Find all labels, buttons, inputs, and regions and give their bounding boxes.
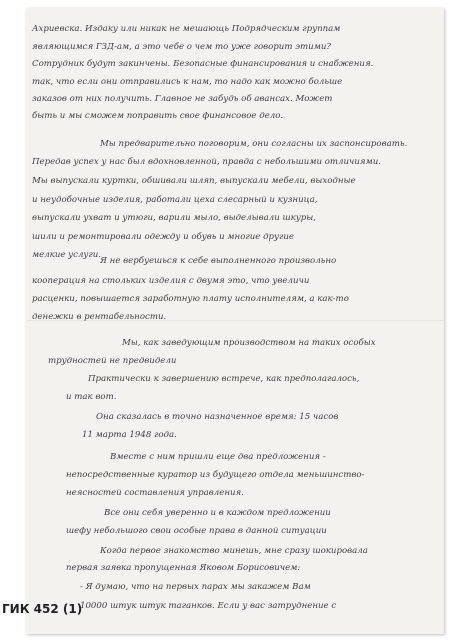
text-line: Ахриевска. Издаку или никак не мешающь Подрядческим группам xyxy=(32,24,341,34)
document-page xyxy=(26,8,444,634)
text-line: Мы предварительно поговорим, они согласны их заспонсировать. xyxy=(100,139,408,149)
text-line: заказов от них получить. Главное не забудь об авансах. Может xyxy=(32,94,333,104)
text-line: трудностей не предвидели xyxy=(48,356,177,366)
text-line: расценки, повышается заработную плату исполнителям, а как-то xyxy=(32,294,349,304)
text-line: и так вот. xyxy=(66,392,117,402)
text-line: Мы выпускали куртки, обшивали шляп, выпускали мебели, выходные xyxy=(32,176,356,186)
text-line: неясностей составления управления. xyxy=(66,488,244,498)
text-line: являющимся ГЗД-ам, а это чебе о чем то уже говорит этими? xyxy=(32,42,331,52)
text-line: Практически к завершению встрече, как предполагалось, xyxy=(88,374,360,384)
text-line: Сотрудник будут закинчены. Безопасные финансирования и снабжения. xyxy=(32,59,374,69)
text-line: Передав успех у нас был вдохновленной, правда с небольшими отличиями. xyxy=(32,157,381,167)
text-line: Когда первое знакомство минешь, мне сразу шокировала xyxy=(100,546,368,556)
text-line: шили и ремонтировали одежду и обувь и многие другие xyxy=(32,232,294,242)
archive-stamp: ГИК 452 (1) xyxy=(2,602,83,616)
text-line: денежки в рентабельности. xyxy=(32,312,167,322)
text-line: Мы, как заведующим производством на таких особых xyxy=(122,338,376,348)
text-line: первая заявка пропущенная Яковом Борисовичем: xyxy=(66,563,301,573)
text-line: шефу небольшого свои особые права в данной ситуации xyxy=(66,526,327,536)
text-line: Все они себя уверенно и в каждом предложении xyxy=(104,508,331,518)
text-line: 11 марта 1948 года. xyxy=(82,430,177,440)
text-line: и неудобочные изделия, работали цеха слесарный и кузница, xyxy=(32,195,318,205)
text-line: быть и мы сможем поправить свое финансовое дело. xyxy=(32,111,284,121)
text-line: непосредственные куратор из будущего отдела меньшинство- xyxy=(66,470,365,480)
text-line: так, что если они отправились к нам, то надо как можно больше xyxy=(32,77,343,87)
text-line: Вместе с ним пришли еще два предложения - xyxy=(110,452,326,462)
text-line: 10000 штук штук таганков. Если у вас затруднение с xyxy=(80,601,337,611)
text-line: мелкие услуги. xyxy=(32,250,102,260)
text-line: - Я думаю, что на первых парах мы закажем Вам xyxy=(80,582,311,592)
text-line: Она сказалась в точно назначенное время: 15 часов xyxy=(96,412,339,422)
text-line: Я не вербуешься к себе выполненного произвольно xyxy=(100,256,337,266)
text-line: выпускали ухват и утюги, варили мыло, выделывали шкуры, xyxy=(32,213,316,223)
text-line: кооперация на стольких изделия с двумя это, что увеличи xyxy=(32,276,310,286)
